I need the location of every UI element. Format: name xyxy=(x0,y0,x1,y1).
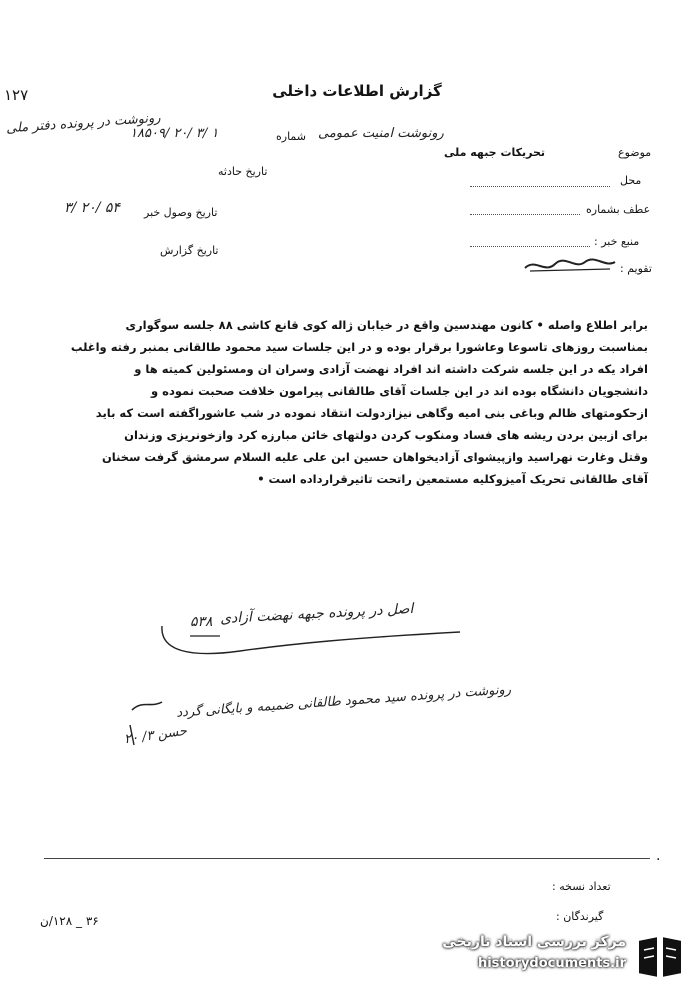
source-label: منبع خبر : xyxy=(594,235,640,248)
footer-tick: . xyxy=(656,848,661,864)
note1-underline-icon xyxy=(150,596,470,666)
receipt-date-value: ۳/ ۲۰/ ۵۴ xyxy=(64,200,120,216)
handwritten-top-note: رونوشت امنیت عمومی xyxy=(318,126,444,141)
note2-signature: حسن ۳/ ۲۰ xyxy=(123,723,188,748)
body-line: آقای طالقانی تحریک آمیزوکلیه مستمعین راتحت تاثیرقرارداده است • xyxy=(257,472,648,486)
incident-date-label: تاریخ حادثه xyxy=(218,165,268,178)
handwritten-note-1: اصل در پرونده جبهه نهضت آزادی xyxy=(219,600,414,628)
note2-mark-icon xyxy=(122,690,172,750)
body-line: وقتل وغارت نهراسید وازپیشوای آزادیخواهان حسین ابن علی علیه السلام سرمشق گرفت سخنان xyxy=(101,450,648,464)
ref-label: عطف بشماره xyxy=(586,203,651,216)
source-dots xyxy=(470,246,590,247)
watermark-name: مرکز بررسی اسناد تاریخی xyxy=(442,934,626,950)
body-line: برابر اطلاع واصله • کانون مهندسین واقع در خیابان ژاله کوی قانع کاشی ۸۸ جلسه سوگواری xyxy=(125,318,648,332)
corner-mark: ١٢٧ xyxy=(4,86,29,104)
number-value: ۱۸۵۰۹/ ۲۰/ ۳/ ۱ xyxy=(130,126,219,141)
evaluation-scribble-icon xyxy=(520,256,620,276)
copies-label: تعداد نسخه : xyxy=(552,880,611,893)
handwritten-note-2: رونوشت در پرونده سید محمود طالقانی ضمیمه و بایگانی گردد xyxy=(175,682,512,721)
watermark xyxy=(420,930,692,984)
handwritten-top-ref: رونوشت در پرونده دفتر ملی xyxy=(5,110,162,137)
footer-rule xyxy=(44,858,650,859)
subject-value: تحریکات جبهه ملی xyxy=(444,146,546,159)
body-line: بمناسبت روزهای تاسوعا وعاشورا برقرار بوده و در این جلسات سید محمود طالقانی بمنبر رفته واغلب xyxy=(70,340,648,354)
subject-label: موضوع xyxy=(618,146,652,159)
body-line: دانشجویان دانشگاه بوده اند در این جلسات آقای طالقانی پیرامون خلافت صحبت نموده و xyxy=(151,384,648,398)
report-body xyxy=(44,318,648,494)
ref-dots xyxy=(470,214,580,215)
body-line: افراد یکه در این جلسه شرکت داشته اند افراد نهضت آزادی وسران ان ومسئولین کمیته ها و xyxy=(134,362,648,376)
body-line: برای ازبین بردن ریشه های فساد ومنکوب کردن دولتهای خائن مبارزه کرد وازخونریزی وزندان xyxy=(124,428,648,442)
watermark-logo-icon xyxy=(632,932,688,982)
page-title: گزارش اطلاعات داخلی xyxy=(272,82,442,100)
report-date-label: تاریخ گزارش xyxy=(160,244,219,257)
watermark-url: historydocuments.ir xyxy=(477,956,626,971)
body-line: ازحکومتهای ظالم وباغی بنی امیه وگاهی نیزازدولت انتقاد نموده در شب عاشوراگفته است که باید xyxy=(95,406,648,420)
place-label: محل xyxy=(620,174,642,187)
receipt-date-label: تاریخ وصول خبر xyxy=(144,206,218,219)
recipients-label: گیرندگان : xyxy=(556,910,604,923)
place-dots xyxy=(470,186,610,187)
note1-ref: ۵۳۸ xyxy=(190,614,213,630)
number-label: شماره xyxy=(276,130,307,143)
evaluation-label: تقویم : xyxy=(620,262,652,275)
doc-code: ۳۶ _ ۱۲۸/ن xyxy=(40,914,99,928)
